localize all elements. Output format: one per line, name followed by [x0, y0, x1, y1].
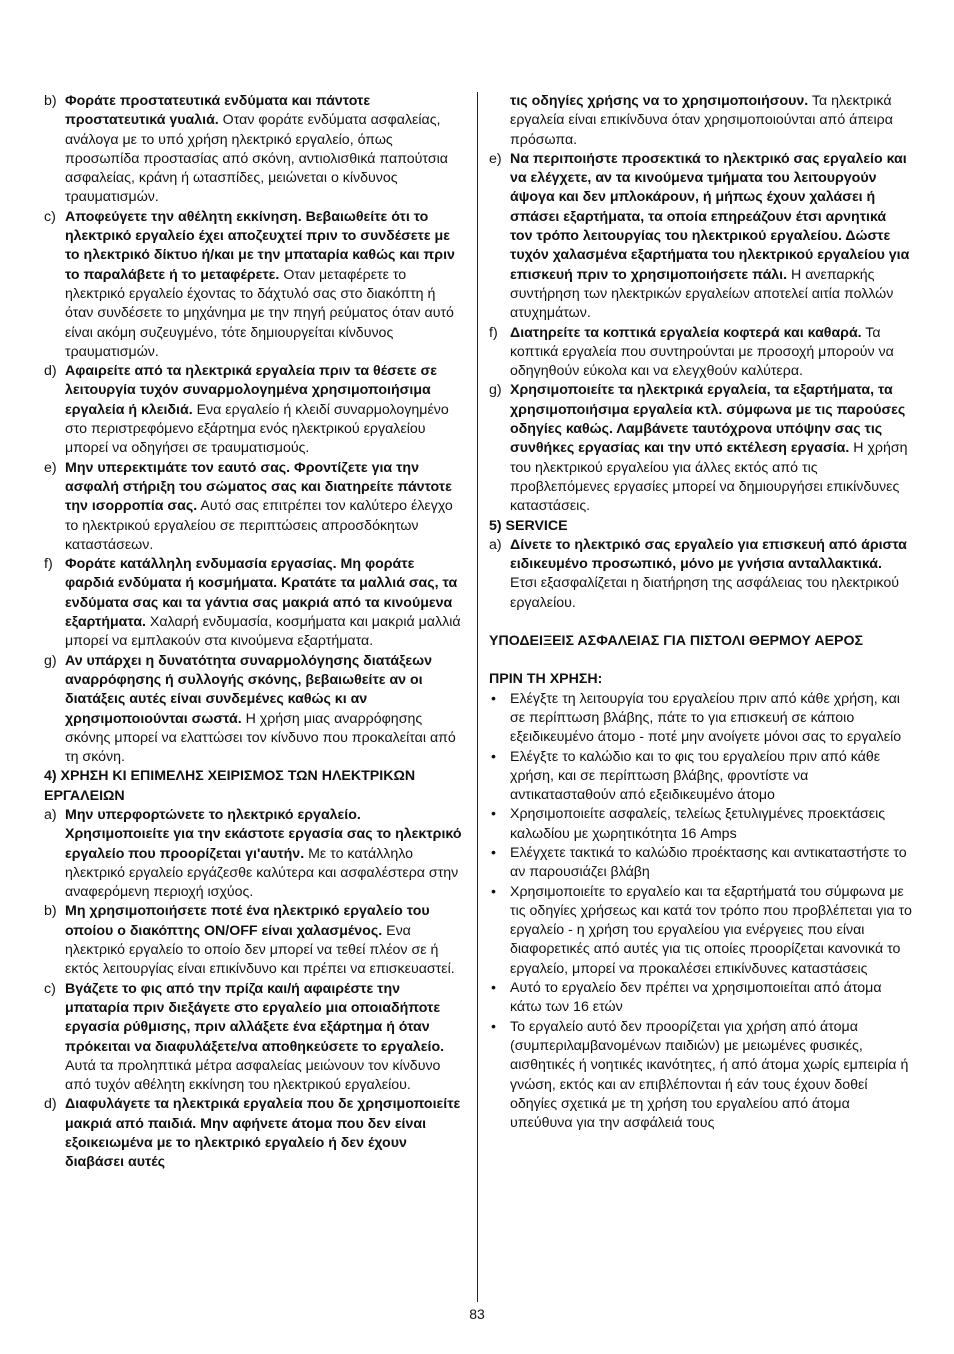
bullet-text: Ελέγξτε το καλώδιο και το φις του εργαλείου πριν από κάθε χρήση, και σε περίπτωση βλάβης, φροντίστε να αντικατασταθούν από εξειδικευμένο άτομο — [510, 748, 881, 804]
list-item — [44, 92, 466, 208]
item-bold-text: Βγάζετε το φις από την πρίζα και/ή αφαιρέστε την μπαταρία πριν διεξάγετε στο εργαλείο μια οποιαδήποτε εργασία ρύθμισης, πριν αλλάξετε ένα εξάρτημα ή όταν πρόκειται να διαφυλάξετε/να αποθηκεύσετε το εργαλείο. — [65, 980, 445, 1055]
item-text: Ετσι εξασφαλίζεται η διατήρηση της ασφάλειας του ηλεκτρικού εργαλείου. — [510, 575, 900, 611]
item-letter: e) — [44, 459, 57, 476]
item-text: Οταν φοράτε ενδύματα ασφαλείας, ανάλογα με το υπό χρήση ηλεκτρικό εργαλείο, όπως προσωπίδα προστασίας από σκόνη, αντιολισθικά παπούτσια ασφαλείας, κράνη ή ωτασπίδες, μειώνεται ο κίνδυνος τραυματισμών. — [65, 112, 448, 206]
list-item — [44, 362, 466, 458]
before-use-title: ΠΡΙΝ ΤΗ ΧΡΗΣΗ: — [489, 671, 603, 688]
item-text: Τα ηλεκτρικά εργαλεία είναι επικίνδυνα όταν χρησιμοποιούνται από άπειρα πρόσωπα. — [510, 93, 893, 148]
item-letter: a) — [489, 536, 502, 553]
bullet-item — [489, 748, 912, 806]
item-letter: d) — [44, 1096, 57, 1113]
list-item — [44, 980, 466, 1096]
bullet-icon: • — [491, 806, 496, 823]
item-text: Αυτό σας επιτρέπει τον καλύτερο έλεγχο το ηλεκτρικού εργαλείου σε περιπτώσεις απροσδόκητων καταστάσεων. — [65, 498, 453, 553]
page-number: 83 — [469, 1306, 485, 1322]
item-text: Τα κοπτικά εργαλεία που συντηρούνται με προσοχή μπορούν να οδηγηθούν εύκολα και να ελεγχθούν καλύτερα. — [510, 324, 894, 380]
bullet-item — [489, 1018, 912, 1134]
item-bold-text: Φοράτε προστατευτικά ενδύματα και πάντοτε προστατευτικά γυαλιά. — [65, 93, 371, 129]
item-letter: b) — [44, 903, 57, 920]
item-letter: c) — [44, 980, 56, 997]
list-item — [44, 459, 466, 555]
list-item — [44, 208, 466, 362]
item-text: Η χρήση μιας αναρρόφησης σκόνης μπορεί να ελαττώσει τον κίνδυνο που προκαλείται από τη σκόνη. — [65, 710, 456, 766]
item-text: Ενα ηλεκτρικό εργαλείο το οποίο δεν μπορεί να τεθεί πλέον σε ή εκτός λειτουργίας είναι επικίνδυνο και πρέπει να επισκευαστεί. — [65, 922, 455, 978]
bullet-item — [489, 690, 912, 748]
item-letter: g) — [44, 652, 57, 669]
bullet-icon: • — [491, 883, 496, 900]
list-item — [44, 902, 466, 979]
item-letter: f) — [44, 556, 53, 573]
item-bold-text: Φοράτε κατάλληλη ενδυμασία εργασίας. Μη φοράτε φαρδιά ενδύματα ή κοσμήματα. Κρατάτε τα μαλλιά σας, τα ενδύματα σας και τα γάντια σας μακριά από τα κινούμενα εξαρτήματα. — [65, 556, 458, 631]
bullet-icon: • — [491, 690, 496, 707]
continued-list-item — [489, 92, 912, 150]
item-bold-text: Μη χρησιμοποιήσετε ποτέ ένα ηλεκτρικό εργαλείο του οποίου ο διακόπτης ON/OFF είναι χαλασμένος. — [65, 903, 430, 939]
item-letter: d) — [44, 363, 57, 380]
bullet-item — [489, 883, 912, 979]
left-column — [44, 92, 466, 1173]
bullet-item — [489, 805, 912, 844]
item-bold-text: τις οδηγίες χρήσης να το χρησιμοποιήσουν. — [510, 93, 809, 109]
list-item — [44, 806, 466, 902]
bullet-text: Αυτό το εργαλείο δεν πρέπει να χρησιμοποιείται από άτομα κάτω των 16 ετών — [510, 980, 882, 1016]
item-bold-text: Δίνετε το ηλεκτρικό σας εργαλείο για επισκευή από άριστα ειδικευμένο προσωπικό, μόνο με γνήσια ανταλλακτικά. — [510, 536, 907, 573]
item-text: Αυτά τα προληπτικά μέτρα ασφαλείας μειώνουν τον κίνδυνο από τυχόν αθέλητη εκκίνηση του ηλεκτρικού εργαλείου. — [65, 1057, 441, 1094]
item-bold-text: Διαφυλάγετε τα ηλεκτρικά εργαλεία που δε χρησιμοποιείτε μακριά από παιδιά. Μην αφήνετε άτομα που δεν είναι εξοικειωμένα με το ηλεκτρικό εργαλείο ή δεν έχουν διαβάσει αυτές — [65, 1096, 461, 1171]
list-item — [44, 652, 466, 768]
list-item — [489, 381, 912, 516]
item-letter: c) — [44, 208, 56, 225]
item-text: Ενα εργαλείο ή κλειδί συναρμολογημένο στο περιστρεφόμενο εξάρτημα ενός ηλεκτρικού εργαλείου μπορεί να οδηγήσει σε τραυματισμούς. — [65, 401, 449, 457]
list-item — [44, 1095, 466, 1172]
item-letter: g) — [489, 382, 502, 399]
bullet-text: Το εργαλείο αυτό δεν προορίζεται για χρήση από άτομα (συμπεριλαμβανομένων παιδιών) με μειωμένες φυσικές, αισθητικές ή νοητικές ικανότητες, ή από άτομα χωρίς εμπειρία ή γνώση, εκτός και αν επιβλέπονται ή εάν τους έχουν δοθεί οδηγίες σχετικά με τη χρήση του εργαλείου από άτομα υπεύθυνα για την ασφάλειά τους — [510, 1018, 909, 1132]
bullet-text: Ελέγχετε τακτικά το καλώδιο προέκτασης και αντικαταστήστε το αν παρουσιάζει βλάβη — [510, 844, 907, 881]
item-text: Με το κατάλληλο ηλεκτρικό εργαλείο εργάζεσθε καλύτερα και ασφαλέστερα στην αναφερόμενη περιοχή ισχύος. — [65, 845, 459, 901]
bullet-text: Ελέγξτε τη λειτουργία του εργαλείου πριν από κάθε χρήση, και σε περίπτωση βλάβης, πάτε το για επισκευή σε κάποιο εξειδικευμένο άτομο - ποτέ μην ανοίγετε μόνοι σας το εργαλείο — [510, 690, 902, 746]
safety-section-title: ΥΠΟΔΕΙΞΕΙΣ ΑΣΦΑΛΕΙΑΣ ΓΙΑ ΠΙΣΤΟΛΙ ΘΕΡΜΟΥ ΑΕΡΟΣ — [489, 633, 864, 650]
section-heading-use-and-care: 4) ΧΡΗΣΗ ΚΙ ΕΠΙΜΕΛΗΣ ΧΕΙΡΙΣΜΟΣ ΤΩΝ ΗΛΕΚΤΡΙΚΩΝ ΕΡΓΑΛΕΙΩΝ — [44, 768, 416, 804]
item-letter: a) — [44, 806, 57, 823]
item-letter: e) — [489, 150, 502, 167]
list-item — [489, 536, 912, 613]
item-bold-text: Αν υπάρχει η δυνατότητα συναρμολόγησης διατάξεων αναρρόφησης ή συλλογής σκόνης, βεβαιωθείτε αν οι διατάξεις αυτές είναι συνδεμένες καθώς κι αν χρησιμοποιούνται σωστά. — [65, 652, 433, 727]
bullet-item — [489, 979, 912, 1018]
bullet-icon: • — [491, 1018, 496, 1035]
right-column — [489, 92, 912, 1133]
item-text: Η ανεπαρκής συντήρηση των ηλεκτρικών εργαλείων αποτελεί αιτία πολλών ατυχημάτων. — [510, 266, 894, 322]
item-bold-text: Μην υπερφορτώνετε το ηλεκτρικό εργαλείο. Χρησιμοποιείτε για την εκάστοτε εργασία σας το ηλεκτρικό εργαλείο που προορίζεται γι'αυτήν. — [65, 806, 462, 862]
bullet-icon: • — [491, 844, 496, 861]
bullet-text: Χρησιμοποιείτε το εργαλείο και τα εξαρτήματά του σύμφωνα με τις οδηγίες χρήσεως και κατά τον τρόπο που προβλέπεται για το εργαλείο - η χρήση του εργαλείου για ενέργειες που είναι διαφορετικές από αυτές για τις οποίες προορίζεται κανονικά το εργαλείο, μπορεί να προκαλέσει επικίνδυνες καταστάσεις — [510, 883, 912, 977]
item-letter: b) — [44, 93, 57, 109]
list-item — [44, 555, 466, 651]
item-bold-text: Αφαιρείτε από τα ηλεκτρικά εργαλεία πριν τα θέσετε σε λειτουργία τυχόν συναρμολογημένα χρησιμοποιήσιμα εργαλεία ή κλειδιά. — [65, 363, 437, 418]
item-text: Οταν μεταφέρετε το ηλεκτρικό εργαλείο έχοντας το δάχτυλό σας στο διακόπτη ή όταν συνδέσετε το μηχάνημα με την πηγή ρεύματος όταν αυτό είναι ακόμη συζευγμένο, τότε δημιουργείται κίνδυνος τραυματισμών. — [65, 266, 454, 360]
item-bold-text: Χρησιμοποιείτε τα ηλεκτρικά εργαλεία, τα εξαρτήματα, τα χρησιμοποιήσιμα εργαλεία κτλ. σύμφωνα με τις παρούσες οδηγίες καθώς. Λαμβάνετε ταυτόχρονα υπόψην σας τις συνθήκες εργασίας και την υπό εκτέλεση εργασία. — [510, 382, 906, 457]
item-letter: f) — [489, 324, 498, 341]
list-item — [489, 324, 912, 382]
item-bold-text: Διατηρείτε τα κοπτικά εργαλεία κοφτερά και καθαρά. — [510, 324, 862, 341]
bullet-icon: • — [491, 980, 496, 997]
item-bold-text: Μην υπερεκτιμάτε τον εαυτό σας. Φροντίζετε για την ασφαλή στήριξη του σώματος σας και διατηρείτε πάντοτε την ισορροπία σας. — [65, 459, 452, 515]
column-divider — [477, 92, 478, 1302]
item-text: Χαλαρή ενδυμασία, κοσμήματα και μακριά μαλλιά μπορεί να εμπλακούν στα κινούμενα εξαρτήματα. — [65, 614, 461, 650]
item-text: Η χρήση του ηλεκτρικού εργαλείου για άλλες εκτός από τις προβλεπόμενες εργασίες μπορεί να δημιουργήσει επικίνδυνες καταστάσεις. — [510, 440, 908, 515]
bullet-icon: • — [491, 748, 496, 765]
item-bold-text: Να περιποιήστε προσεκτικά το ηλεκτρικό σας εργαλείο και να ελέγχετε, αν τα κινούμενα τμήματα του λειτουργούν άψογα και δεν μπλοκάρουν, ή μήπως έχουν χαλάσει ή σπάσει εξαρτήματα, τα οποία επηρεάζουν έτσι αρνητικά τον τρόπο λειτουργίας του ηλεκτρικού εργαλείου. Δώστε τυχόν χαλασμένα εξαρτήματα του ηλεκτρικού εργαλείου για επισκευή πριν το χρησιμοποιήσετε πάλι. — [510, 150, 910, 283]
bullet-item — [489, 844, 912, 883]
item-bold-text: Αποφεύγετε την αθέλητη εκκίνηση. Βεβαιωθείτε ότι το ηλεκτρικό εργαλείο έχει αποζευχτεί πριν το συνδέσετε με το ηλεκτρικό δίκτυο ή/και με την μπαταρία καθώς και πριν το παραλάβετε ή το μεταφέρετε. — [65, 208, 455, 283]
bullet-text: Χρησιμοποιείτε ασφαλείς, τελείως ξετυλιγμένες προεκτάσεις καλωδίου με χωρητικότητα 16 Amps — [510, 806, 886, 842]
section-heading-service: 5) SERVICE — [489, 517, 568, 534]
list-item — [489, 150, 912, 324]
